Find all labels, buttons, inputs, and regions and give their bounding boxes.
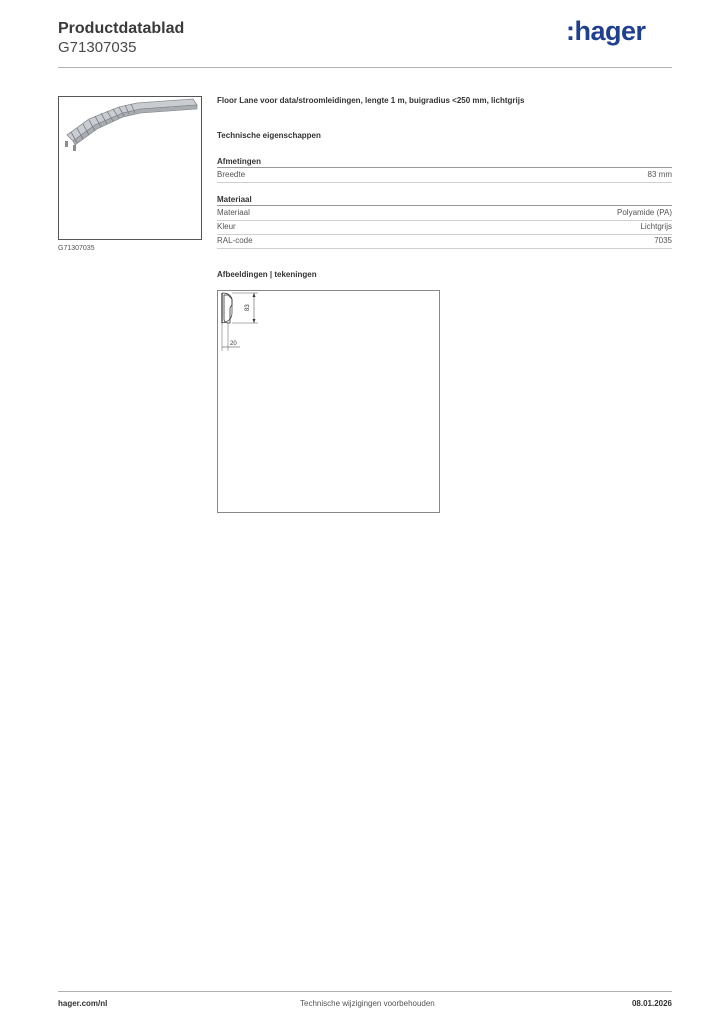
section-afmetingen: Afmetingen — [217, 157, 672, 168]
spec-label: Materiaal — [217, 208, 250, 217]
footer-disclaimer: Technische wijzigingen voorbehouden — [300, 999, 435, 1008]
product-code: G71307035 — [58, 39, 137, 56]
hager-logo — [566, 16, 646, 47]
footer-website[interactable]: hager.com/nl — [58, 999, 108, 1008]
section-materiaal: Materiaal — [217, 195, 672, 206]
spec-value: Polyamide (PA) — [617, 208, 672, 217]
footer-date: 08.01.2026 — [631, 999, 672, 1008]
floor-lane-picture — [59, 97, 201, 239]
drawings-heading: Afbeeldingen | tekeningen — [217, 270, 317, 279]
spec-row — [217, 221, 672, 235]
dimension-width: 20 — [230, 341, 237, 347]
spec-label: RAL-code — [217, 236, 253, 245]
product-image — [58, 96, 202, 240]
image-caption: G71307035 — [58, 245, 95, 252]
product-description: Floor Lane voor data/stroomleidingen, lengte 1 m, buigradius <250 mm, lichtgrijs — [217, 96, 525, 105]
dimension-height: 83 — [245, 304, 251, 311]
spec-value: Lichtgrijs — [640, 222, 672, 231]
logo-dots: : — [566, 16, 575, 46]
technical-heading: Technische eigenschappen — [217, 131, 321, 140]
footer-divider — [58, 991, 672, 992]
spec-row — [217, 235, 672, 249]
header-divider — [58, 67, 672, 68]
cross-section-drawing — [218, 291, 439, 512]
spec-label: Kleur — [217, 222, 236, 231]
logo-text: hager — [574, 16, 646, 46]
page-title: Productdatablad — [58, 20, 185, 37]
spec-row — [217, 169, 672, 183]
spec-value: 7035 — [654, 236, 672, 245]
spec-value: 83 mm — [647, 170, 672, 179]
spec-label: Breedte — [217, 170, 246, 179]
spec-row — [217, 207, 672, 221]
technical-drawing — [217, 290, 440, 513]
